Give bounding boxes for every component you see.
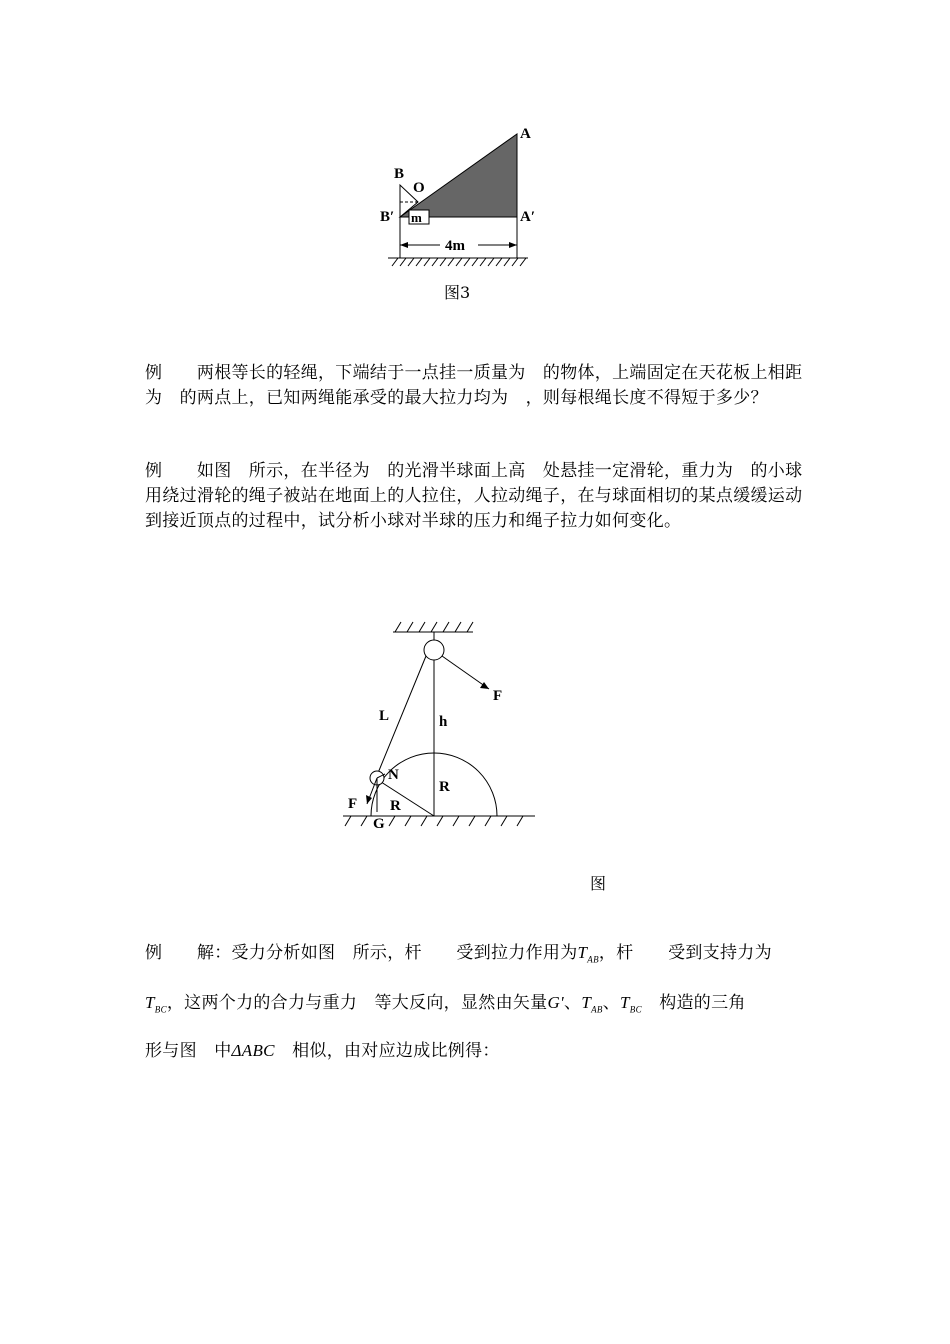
- figure-3-diagram: [380, 120, 560, 270]
- pulley: [424, 640, 444, 660]
- triangle-ABC: ΔABC: [231, 1041, 275, 1060]
- arrow-right: [509, 242, 517, 248]
- tension-BC: $T_{BC}$: [145, 993, 167, 1015]
- label-B: B: [394, 166, 405, 182]
- label-R-big: R: [439, 779, 450, 795]
- arrow-left: [400, 242, 408, 248]
- label-h: h: [439, 714, 448, 730]
- label-L: L: [379, 708, 390, 724]
- radius-line: [378, 780, 434, 816]
- label-F-left: F: [348, 796, 358, 812]
- vector-TBC: $T_{BC}$: [620, 993, 642, 1015]
- solution-line-2: $T_{BC}$，这两个力的合力与重力 等大反向，显然由矢量G'、$T_{AB}$、$T_{BC}$ 构造的三角: [145, 993, 746, 1015]
- figure-3-caption: 图3: [444, 283, 471, 302]
- solution-text-3a: 形与图 中: [145, 1041, 232, 1061]
- rope-to-puller: [442, 656, 489, 689]
- label-A: A: [520, 126, 531, 142]
- vector-TAB: $T_{AB}$: [581, 993, 603, 1015]
- label-N: N: [388, 767, 399, 783]
- ground-hatching: [392, 258, 526, 266]
- label-F-top: F: [493, 688, 503, 704]
- vector-G: G': [547, 993, 564, 1012]
- example-paragraph-2: 例 如图 所示，在半径为 的光滑半球面上高 处悬挂一定滑轮，重力为 的小球用绕过滑轮的绳子被站在地面上的人拉住，人拉动绳子，在与球面相切的某点缓缓运动到接近顶点的过程中，试分析小球对半球的压力和绳子拉力如何变化。: [145, 461, 803, 531]
- tension-arrowhead: [366, 795, 372, 804]
- tension-AB: $T_{AB}$: [577, 943, 599, 965]
- figure-2-caption: 图: [590, 874, 607, 893]
- solution-text-2c: 构造的三角: [659, 993, 746, 1013]
- pulley-hemisphere-diagram: [335, 612, 555, 837]
- ground-hatching: [345, 816, 523, 826]
- solution-line-1: [145, 940, 810, 972]
- label-m: m: [411, 210, 422, 225]
- label-A-prime: A′: [520, 209, 536, 225]
- solution-text-1b: ，杆 受到支持力为: [598, 943, 772, 963]
- label-B-prime: B′: [380, 209, 395, 225]
- label-width: 4m: [445, 238, 465, 254]
- label-G: G: [373, 816, 385, 832]
- solution-line-3: [145, 1038, 810, 1064]
- solution-text-2b: ，这两个力的合力与重力 等大反向，显然由矢量: [166, 993, 548, 1013]
- solution-text-1: 例 解：受力分析如图 所示，杆 受到拉力作用为: [145, 943, 578, 963]
- label-O: O: [413, 180, 425, 196]
- label-R-small: R: [390, 798, 401, 814]
- example-paragraph-1: 例 两根等长的轻绳，下端结于一点挂一质量为 的物体，上端固定在天花板上相距为 的两点上，已知两绳能承受的最大拉力均为 ，则每根绳长度不得短于多少？: [145, 363, 803, 408]
- solution-text-3b: 相似，由对应边成比例得：: [292, 1041, 500, 1061]
- shaded-incline: [400, 134, 517, 217]
- ceiling-hatching: [395, 622, 473, 632]
